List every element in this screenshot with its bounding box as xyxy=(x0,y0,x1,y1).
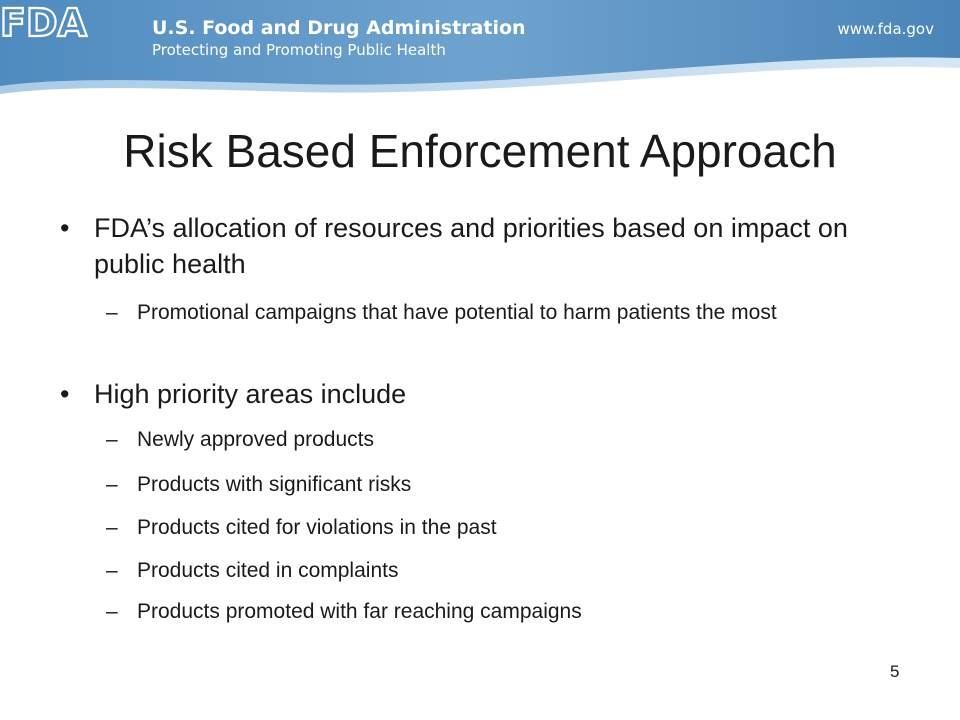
sub-text: Newly approved products xyxy=(137,428,374,451)
bullet-marker: • xyxy=(60,379,70,409)
sub-marker: – xyxy=(106,473,118,496)
sub-item xyxy=(106,556,826,586)
sub-text: Products cited in complaints xyxy=(137,559,399,582)
site-url[interactable]: www.fda.gov xyxy=(837,20,934,38)
bullet-text: High priority areas include xyxy=(94,379,407,409)
sub-marker: – xyxy=(106,559,118,582)
sub-marker: – xyxy=(106,428,118,451)
agency-name: U.S. Food and Drug Administration xyxy=(152,17,526,39)
sub-item xyxy=(106,513,826,543)
bullet-text: FDA’s allocation of resources and priorities based on impact on public health xyxy=(94,213,848,279)
fda-logo xyxy=(0,0,90,42)
agency-tagline: Protecting and Promoting Public Health xyxy=(152,41,446,59)
sub-text: Products with significant risks xyxy=(137,473,412,496)
sub-text: Promotional campaigns that have potential to harm patients the most xyxy=(137,301,777,324)
bullet-item xyxy=(60,376,860,412)
header-banner xyxy=(0,0,960,110)
page-number: 5 xyxy=(890,662,900,681)
sub-item xyxy=(106,470,826,500)
sub-item xyxy=(106,597,826,627)
sub-item xyxy=(106,298,826,328)
sub-item xyxy=(106,425,826,455)
sub-marker: – xyxy=(106,600,118,623)
svg-text:FDA: FDA xyxy=(0,1,87,42)
sub-marker: – xyxy=(106,516,118,539)
sub-marker: – xyxy=(106,301,118,324)
sub-text: Products promoted with far reaching campaigns xyxy=(137,600,582,623)
slide-title: Risk Based Enforcement Approach xyxy=(123,125,837,177)
bullet-item xyxy=(60,210,860,282)
agency-block xyxy=(152,17,526,61)
bullet-marker: • xyxy=(60,213,70,243)
sub-text: Products cited for violations in the past xyxy=(137,516,497,539)
